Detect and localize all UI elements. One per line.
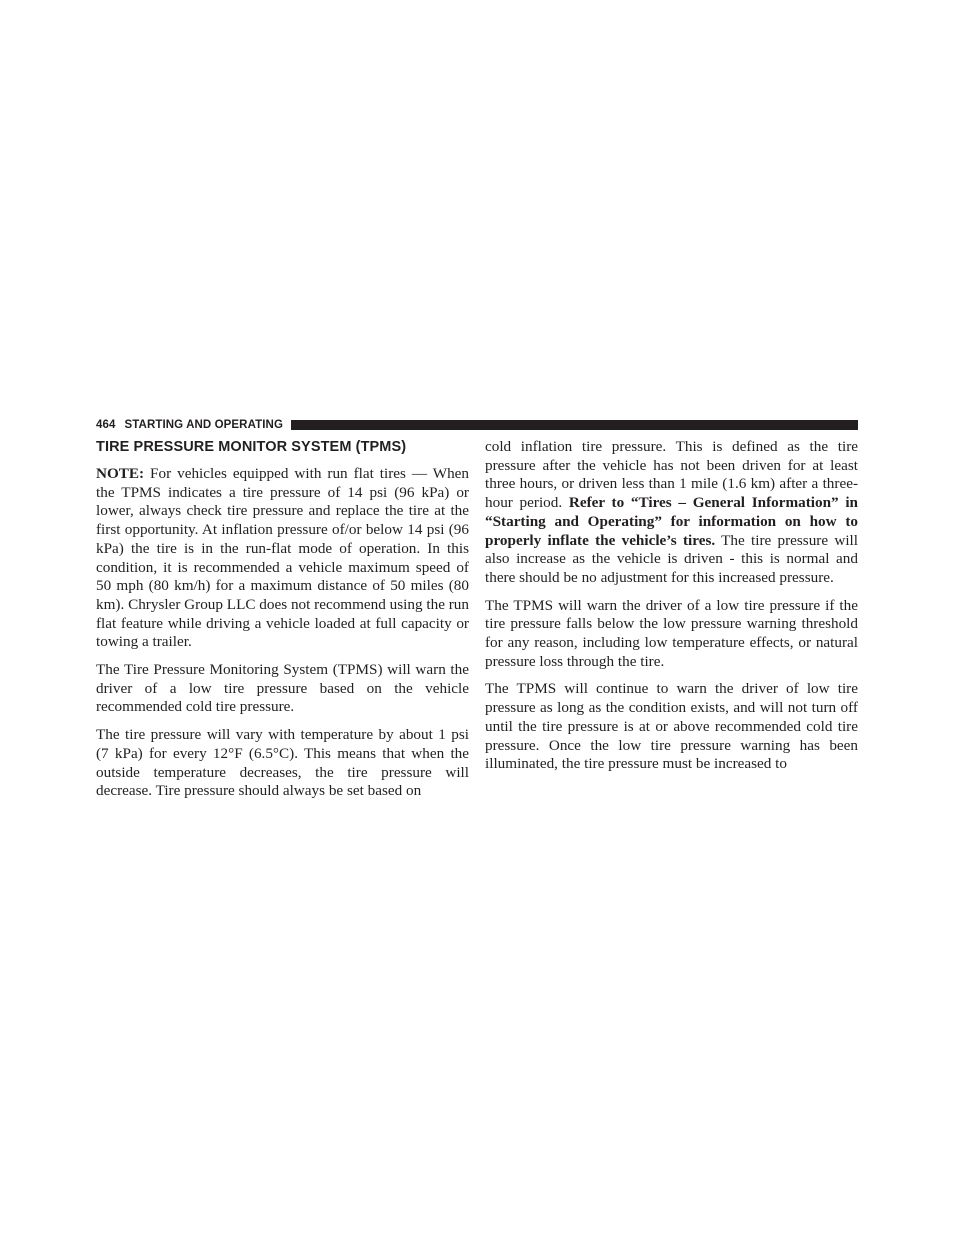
paragraph-text: cold inflation tire pressure. This is defined as the tire pressure after the vehicle has not been driven for at least three hours, or driven less than 1 mile (1.6 km) after a three-hour period. (485, 438, 858, 512)
header-rule (291, 420, 858, 430)
section-title: STARTING AND OPERATING (124, 419, 284, 431)
left-column (96, 436, 469, 810)
page-header (96, 417, 858, 433)
body-paragraph: The Tire Pressure Monitoring System (TPMS) will warn the driver of a low tire pressure based on the vehicle recommended cold tire pressure. (96, 661, 469, 716)
paragraph-text: The tire pressure will also increase as the vehicle is driven - this is normal and there should be no adjustment for this increased pressure. (485, 531, 858, 586)
body-paragraph: The TPMS will warn the driver of a low tire pressure if the tire pressure falls below the low pressure warning threshold for any reason, including low temperature effects, or natural pressure loss through the tire. (485, 596, 858, 670)
body-paragraph: The TPMS will continue to warn the driver of low tire pressure as long as the condition exists, and will not turn off until the tire pressure is at or above recommended cold tire pressure. Once the low tire pressure warning has been illuminated, the tire pressure must be increased to (485, 680, 858, 773)
page-number: 464 (96, 419, 116, 431)
body-paragraph (485, 438, 858, 588)
note-text: For vehicles equipped with run flat tires — When the TPMS indicates a tire pressure of 14 psi (96 kPa) or lower, always check tire pressure and replace the tire at the first opportunity. At inflation pressure of/or below 14 psi (96 kPa) the tire is in the run-flat mode of operation. In this condition, it is recommended a vehicle maximum speed of 50 mph (80 km/h) for a maximum distance of 50 miles (80 km). Chrysler Group LLC does not recommend using the run flat feature while driving a vehicle loaded at full capacity or towing a trailer. (96, 465, 469, 651)
section-heading: TIRE PRESSURE MONITOR SYSTEM (TPMS) (96, 439, 407, 455)
right-column (485, 438, 858, 783)
note-paragraph (96, 465, 469, 652)
cross-reference: Refer to “Tires – General Information” in “Starting and Operating” for information on how to properly inflate the vehicle’s tires. (485, 494, 858, 549)
note-label: NOTE: (96, 465, 145, 482)
body-paragraph: The tire pressure will vary with temperature by about 1 psi (7 kPa) for every 12°F (6.5°C). This means that when the outside temperature decreases, the tire pressure will decrease. Tire pressure should always be set based on (96, 726, 469, 800)
